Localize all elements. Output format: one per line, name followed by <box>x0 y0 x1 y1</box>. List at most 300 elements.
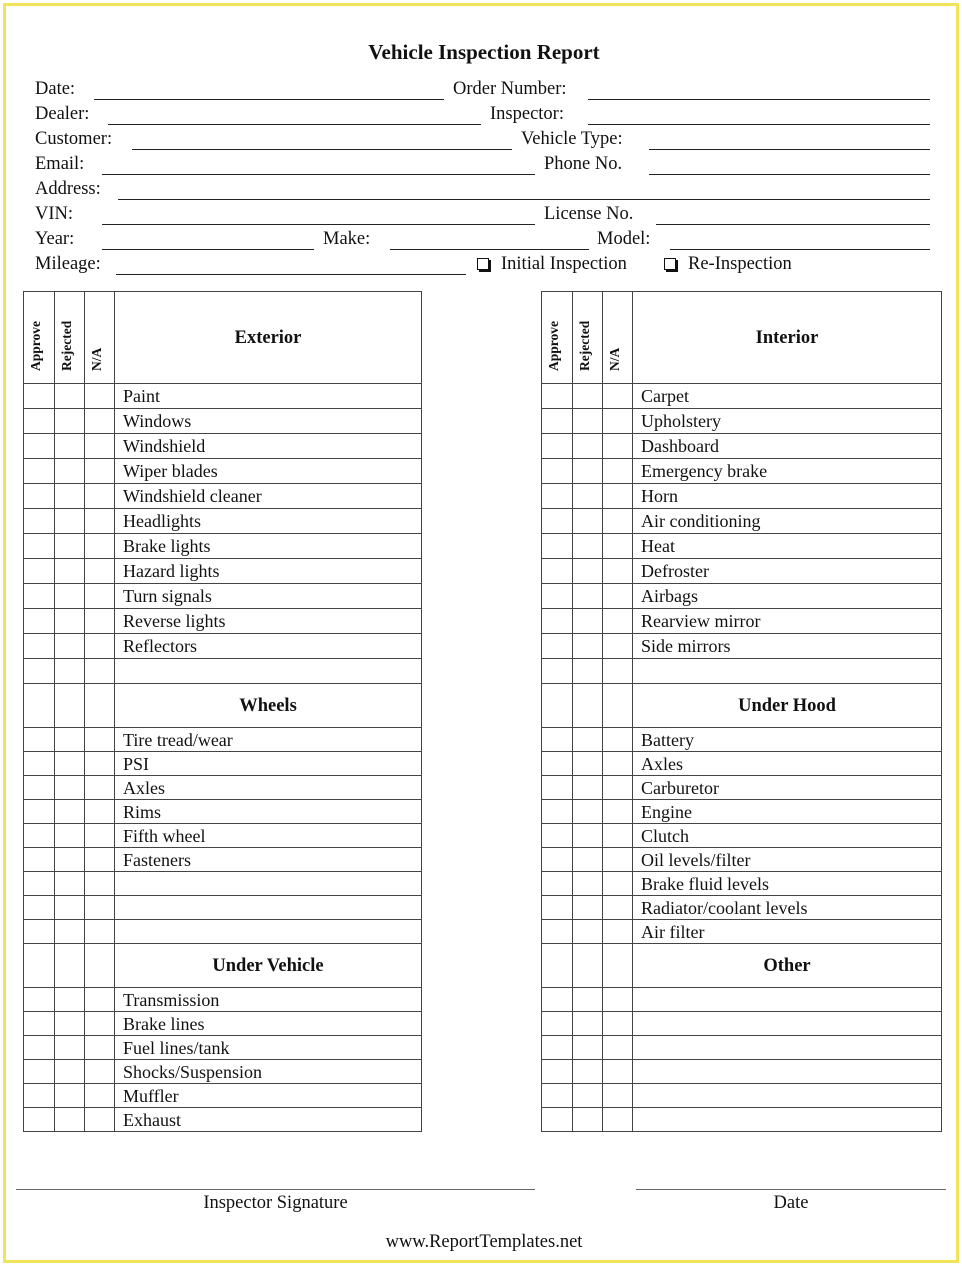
check-cell[interactable] <box>542 1012 573 1036</box>
check-cell[interactable] <box>24 944 55 988</box>
table-row <box>542 776 942 800</box>
item-label: Axles <box>633 752 942 776</box>
check-cell[interactable] <box>55 1012 85 1036</box>
check-cell[interactable] <box>55 800 85 824</box>
check-cell[interactable] <box>573 584 603 609</box>
check-cell[interactable] <box>573 848 603 872</box>
check-cell[interactable] <box>85 609 115 634</box>
check-cell[interactable] <box>573 509 603 534</box>
check-cell[interactable] <box>55 684 85 728</box>
check-cell[interactable] <box>603 609 633 634</box>
item-label: Axles <box>115 776 422 800</box>
item-label: Rearview mirror <box>633 609 942 634</box>
vehicle-type-field[interactable] <box>649 149 930 150</box>
check-cell[interactable] <box>55 1060 85 1084</box>
check-cell[interactable] <box>542 800 573 824</box>
check-cell[interactable] <box>55 409 85 434</box>
check-cell[interactable] <box>603 384 633 409</box>
check-cell[interactable] <box>573 896 603 920</box>
check-cell[interactable] <box>542 609 573 634</box>
check-cell[interactable] <box>542 896 573 920</box>
item-label: Hazard lights <box>115 559 422 584</box>
check-cell[interactable] <box>542 1060 573 1084</box>
check-cell[interactable] <box>24 872 55 896</box>
check-cell[interactable] <box>603 872 633 896</box>
check-cell[interactable] <box>24 1012 55 1036</box>
item-label <box>633 1060 942 1084</box>
item-label: Transmission <box>115 988 422 1012</box>
table-row <box>542 800 942 824</box>
table-row <box>542 1108 942 1132</box>
checkbox-icon <box>477 258 489 270</box>
item-label: Horn <box>633 484 942 509</box>
check-cell[interactable] <box>24 684 55 728</box>
check-cell[interactable] <box>85 1012 115 1036</box>
table-row <box>24 824 422 848</box>
table-row <box>24 776 422 800</box>
item-label: Windshield <box>115 434 422 459</box>
check-cell[interactable] <box>542 872 573 896</box>
reinspection-label: Re-Inspection <box>688 254 792 274</box>
table-row <box>24 1108 422 1132</box>
table-row <box>542 752 942 776</box>
check-cell[interactable] <box>24 1108 55 1132</box>
dealer-label: Dealer: <box>35 104 90 124</box>
table-row <box>24 896 422 920</box>
check-cell[interactable] <box>542 944 573 988</box>
check-cell[interactable] <box>85 752 115 776</box>
check-cell[interactable] <box>573 384 603 409</box>
table-row <box>542 1012 942 1036</box>
table-row <box>542 584 942 609</box>
item-label: Windshield cleaner <box>115 484 422 509</box>
check-cell[interactable] <box>542 634 573 659</box>
check-cell[interactable] <box>603 1012 633 1036</box>
check-cell[interactable] <box>24 459 55 484</box>
check-cell[interactable] <box>24 752 55 776</box>
year-field[interactable] <box>102 249 314 250</box>
footer-url: www.ReportTemplates.net <box>385 1232 583 1252</box>
table-row <box>24 752 422 776</box>
check-cell[interactable] <box>603 1108 633 1132</box>
check-cell[interactable] <box>603 800 633 824</box>
check-cell[interactable] <box>573 752 603 776</box>
table-row <box>24 634 422 659</box>
check-cell[interactable] <box>573 1012 603 1036</box>
check-cell[interactable] <box>603 848 633 872</box>
check-cell[interactable] <box>24 384 55 409</box>
check-cell[interactable] <box>573 1060 603 1084</box>
item-label <box>633 659 942 684</box>
license-label: License No. <box>544 204 634 224</box>
table-row <box>24 459 422 484</box>
table-row <box>542 1084 942 1108</box>
table-row <box>24 559 422 584</box>
item-label: Clutch <box>633 824 942 848</box>
check-cell[interactable] <box>573 1036 603 1060</box>
check-cell[interactable] <box>55 484 85 509</box>
item-label <box>115 920 422 944</box>
address-field[interactable] <box>118 199 930 200</box>
check-cell[interactable] <box>573 920 603 944</box>
column-label-rejected: Rejected <box>576 320 592 371</box>
check-cell[interactable] <box>542 728 573 752</box>
item-label: Radiator/coolant levels <box>633 896 942 920</box>
date-signature-line[interactable] <box>636 1189 946 1190</box>
check-cell[interactable] <box>55 434 85 459</box>
item-label: Shocks/Suspension <box>115 1060 422 1084</box>
item-label <box>633 988 942 1012</box>
inspector-signature-line[interactable] <box>16 1189 535 1190</box>
check-cell[interactable] <box>24 484 55 509</box>
check-cell[interactable] <box>542 409 573 434</box>
check-cell[interactable] <box>55 728 85 752</box>
table-row <box>24 584 422 609</box>
check-cell[interactable] <box>85 434 115 459</box>
check-cell[interactable] <box>573 534 603 559</box>
check-cell[interactable] <box>542 459 573 484</box>
check-cell[interactable] <box>55 459 85 484</box>
order-number-label: Order Number: <box>453 79 567 99</box>
check-cell[interactable] <box>603 824 633 848</box>
check-cell[interactable] <box>24 896 55 920</box>
check-cell[interactable] <box>85 1084 115 1108</box>
check-cell[interactable] <box>603 409 633 434</box>
check-cell[interactable] <box>542 584 573 609</box>
right-checklist-table <box>541 291 942 1132</box>
check-cell[interactable] <box>542 509 573 534</box>
table-row <box>24 1084 422 1108</box>
check-cell[interactable] <box>603 944 633 988</box>
check-cell[interactable] <box>85 534 115 559</box>
table-row <box>24 848 422 872</box>
table-row <box>542 872 942 896</box>
check-cell[interactable] <box>85 584 115 609</box>
check-cell[interactable] <box>542 484 573 509</box>
check-cell[interactable] <box>24 534 55 559</box>
check-cell[interactable] <box>542 434 573 459</box>
check-cell[interactable] <box>542 534 573 559</box>
check-cell[interactable] <box>603 988 633 1012</box>
item-label: Heat <box>633 534 942 559</box>
check-cell[interactable] <box>24 434 55 459</box>
license-field[interactable] <box>656 224 930 225</box>
table-row <box>24 872 422 896</box>
check-cell[interactable] <box>85 896 115 920</box>
section-title: Interior <box>633 292 942 384</box>
address-label: Address: <box>35 179 101 199</box>
item-label: Reverse lights <box>115 609 422 634</box>
check-cell[interactable] <box>603 534 633 559</box>
table-row <box>24 434 422 459</box>
check-cell[interactable] <box>85 776 115 800</box>
year-label: Year: <box>35 229 75 249</box>
section-title: Under Vehicle <box>115 944 422 988</box>
date-signature-label: Date <box>773 1193 809 1213</box>
check-cell[interactable] <box>542 920 573 944</box>
check-cell[interactable] <box>55 824 85 848</box>
table-row <box>542 659 942 684</box>
check-cell[interactable] <box>85 848 115 872</box>
check-cell[interactable] <box>55 988 85 1012</box>
table-row <box>24 920 422 944</box>
table-row <box>542 409 942 434</box>
check-cell[interactable] <box>24 509 55 534</box>
check-cell[interactable] <box>603 509 633 534</box>
item-label: PSI <box>115 752 422 776</box>
check-cell[interactable] <box>603 1084 633 1108</box>
phone-label: Phone No. <box>544 154 623 174</box>
table-row <box>542 609 942 634</box>
table-row <box>542 1036 942 1060</box>
check-cell[interactable] <box>542 1084 573 1108</box>
item-label: Brake fluid levels <box>633 872 942 896</box>
reinspection-checkbox[interactable] <box>664 254 792 274</box>
check-cell[interactable] <box>603 920 633 944</box>
check-cell[interactable] <box>55 1108 85 1132</box>
check-cell[interactable] <box>24 584 55 609</box>
check-cell[interactable] <box>85 1060 115 1084</box>
check-cell[interactable] <box>603 776 633 800</box>
check-cell[interactable] <box>24 728 55 752</box>
check-cell[interactable] <box>573 800 603 824</box>
check-cell[interactable] <box>55 609 85 634</box>
check-cell[interactable] <box>603 584 633 609</box>
check-cell[interactable] <box>85 1108 115 1132</box>
column-header-na <box>603 292 633 384</box>
check-cell[interactable] <box>573 559 603 584</box>
table-row <box>24 1060 422 1084</box>
page-title: Vehicle Inspection Report <box>368 40 600 64</box>
check-cell[interactable] <box>542 1108 573 1132</box>
check-cell[interactable] <box>603 752 633 776</box>
inspector-signature-label: Inspector Signature <box>203 1193 348 1213</box>
check-cell[interactable] <box>55 384 85 409</box>
table-row <box>24 728 422 752</box>
check-cell[interactable] <box>55 659 85 684</box>
check-cell[interactable] <box>603 1036 633 1060</box>
check-cell[interactable] <box>542 1036 573 1060</box>
customer-field[interactable] <box>132 149 512 150</box>
check-cell[interactable] <box>573 776 603 800</box>
vin-field[interactable] <box>102 224 535 225</box>
item-label: Brake lines <box>115 1012 422 1036</box>
make-label: Make: <box>323 229 371 249</box>
table-row <box>24 1012 422 1036</box>
table-row <box>24 484 422 509</box>
check-cell[interactable] <box>573 484 603 509</box>
check-cell[interactable] <box>55 1084 85 1108</box>
item-label: Side mirrors <box>633 634 942 659</box>
check-cell[interactable] <box>85 824 115 848</box>
check-cell[interactable] <box>542 659 573 684</box>
phone-field[interactable] <box>649 174 930 175</box>
check-cell[interactable] <box>573 824 603 848</box>
check-cell[interactable] <box>85 800 115 824</box>
table-row <box>24 609 422 634</box>
check-cell[interactable] <box>573 459 603 484</box>
check-cell[interactable] <box>573 609 603 634</box>
vehicle-type-label: Vehicle Type: <box>521 129 623 149</box>
check-cell[interactable] <box>24 659 55 684</box>
check-cell[interactable] <box>55 534 85 559</box>
check-cell[interactable] <box>85 559 115 584</box>
item-label <box>633 1108 942 1132</box>
check-cell[interactable] <box>542 824 573 848</box>
initial-inspection-checkbox[interactable] <box>477 254 627 274</box>
check-cell[interactable] <box>603 659 633 684</box>
column-label-rejected: Rejected <box>58 320 74 371</box>
check-cell[interactable] <box>85 659 115 684</box>
check-cell[interactable] <box>542 988 573 1012</box>
check-cell[interactable] <box>55 584 85 609</box>
check-cell[interactable] <box>55 848 85 872</box>
table-row <box>24 509 422 534</box>
check-cell[interactable] <box>24 559 55 584</box>
check-cell[interactable] <box>573 659 603 684</box>
check-cell[interactable] <box>85 459 115 484</box>
item-label: Fifth wheel <box>115 824 422 848</box>
check-cell[interactable] <box>24 920 55 944</box>
check-cell[interactable] <box>603 634 633 659</box>
check-cell[interactable] <box>24 609 55 634</box>
check-cell[interactable] <box>24 634 55 659</box>
check-cell[interactable] <box>55 634 85 659</box>
check-cell[interactable] <box>542 384 573 409</box>
column-header-approve <box>24 292 55 384</box>
left-checklist-table <box>23 291 422 1132</box>
table-row <box>24 800 422 824</box>
table-row <box>542 634 942 659</box>
model-label: Model: <box>597 229 651 249</box>
item-label: Upholstery <box>633 409 942 434</box>
check-cell[interactable] <box>85 920 115 944</box>
item-label: Dashboard <box>633 434 942 459</box>
check-cell[interactable] <box>573 872 603 896</box>
check-cell[interactable] <box>603 684 633 728</box>
check-cell[interactable] <box>85 728 115 752</box>
check-cell[interactable] <box>24 1036 55 1060</box>
check-cell[interactable] <box>24 824 55 848</box>
item-label: Engine <box>633 800 942 824</box>
item-label: Carpet <box>633 384 942 409</box>
check-cell[interactable] <box>542 752 573 776</box>
check-cell[interactable] <box>85 634 115 659</box>
table-row <box>24 1036 422 1060</box>
check-cell[interactable] <box>55 920 85 944</box>
item-label: Carburetor <box>633 776 942 800</box>
table-row <box>24 409 422 434</box>
check-cell[interactable] <box>24 800 55 824</box>
check-cell[interactable] <box>573 434 603 459</box>
check-cell[interactable] <box>542 684 573 728</box>
item-label: Emergency brake <box>633 459 942 484</box>
check-cell[interactable] <box>55 776 85 800</box>
check-cell[interactable] <box>603 459 633 484</box>
check-cell[interactable] <box>55 1036 85 1060</box>
date-field[interactable] <box>94 99 444 100</box>
check-cell[interactable] <box>573 1108 603 1132</box>
inspector-field[interactable] <box>588 124 930 125</box>
check-cell[interactable] <box>24 1060 55 1084</box>
check-cell[interactable] <box>603 484 633 509</box>
order-number-field[interactable] <box>588 99 930 100</box>
check-cell[interactable] <box>85 684 115 728</box>
check-cell[interactable] <box>85 944 115 988</box>
check-cell[interactable] <box>55 944 85 988</box>
check-cell[interactable] <box>24 1084 55 1108</box>
page-frame <box>3 3 959 1263</box>
check-cell[interactable] <box>55 559 85 584</box>
column-header-na <box>85 292 115 384</box>
item-label: Brake lights <box>115 534 422 559</box>
check-cell[interactable] <box>603 434 633 459</box>
check-cell[interactable] <box>55 752 85 776</box>
column-header-approve <box>542 292 573 384</box>
table-row <box>24 384 422 409</box>
check-cell[interactable] <box>603 559 633 584</box>
check-cell[interactable] <box>573 944 603 988</box>
item-label: Air filter <box>633 920 942 944</box>
check-cell[interactable] <box>603 1060 633 1084</box>
item-label <box>633 1012 942 1036</box>
check-cell[interactable] <box>24 988 55 1012</box>
check-cell[interactable] <box>542 848 573 872</box>
item-label: Battery <box>633 728 942 752</box>
check-cell[interactable] <box>85 484 115 509</box>
check-cell[interactable] <box>24 776 55 800</box>
check-cell[interactable] <box>603 896 633 920</box>
item-label: Rims <box>115 800 422 824</box>
check-cell[interactable] <box>85 988 115 1012</box>
check-cell[interactable] <box>55 896 85 920</box>
check-cell[interactable] <box>573 728 603 752</box>
dealer-field[interactable] <box>108 124 481 125</box>
check-cell[interactable] <box>542 559 573 584</box>
check-cell[interactable] <box>573 1084 603 1108</box>
table-row <box>542 384 942 409</box>
section-title: Other <box>633 944 942 988</box>
check-cell[interactable] <box>85 872 115 896</box>
check-cell[interactable] <box>573 988 603 1012</box>
make-field[interactable] <box>390 249 589 250</box>
check-cell[interactable] <box>573 634 603 659</box>
check-cell[interactable] <box>24 848 55 872</box>
check-cell[interactable] <box>85 509 115 534</box>
email-field[interactable] <box>102 174 535 175</box>
column-label-na: N/A <box>88 347 104 371</box>
item-label: Wiper blades <box>115 459 422 484</box>
check-cell[interactable] <box>573 684 603 728</box>
check-cell[interactable] <box>85 384 115 409</box>
check-cell[interactable] <box>85 409 115 434</box>
check-cell[interactable] <box>603 728 633 752</box>
check-cell[interactable] <box>55 509 85 534</box>
check-cell[interactable] <box>85 1036 115 1060</box>
check-cell[interactable] <box>55 872 85 896</box>
item-label: Oil levels/filter <box>633 848 942 872</box>
table-row <box>542 824 942 848</box>
column-label-na: N/A <box>606 347 622 371</box>
customer-label: Customer: <box>35 129 113 149</box>
model-field[interactable] <box>670 249 930 250</box>
check-cell[interactable] <box>573 409 603 434</box>
check-cell[interactable] <box>542 776 573 800</box>
check-cell[interactable] <box>24 409 55 434</box>
mileage-field[interactable] <box>116 274 466 275</box>
table-row <box>542 559 942 584</box>
table-row <box>24 534 422 559</box>
